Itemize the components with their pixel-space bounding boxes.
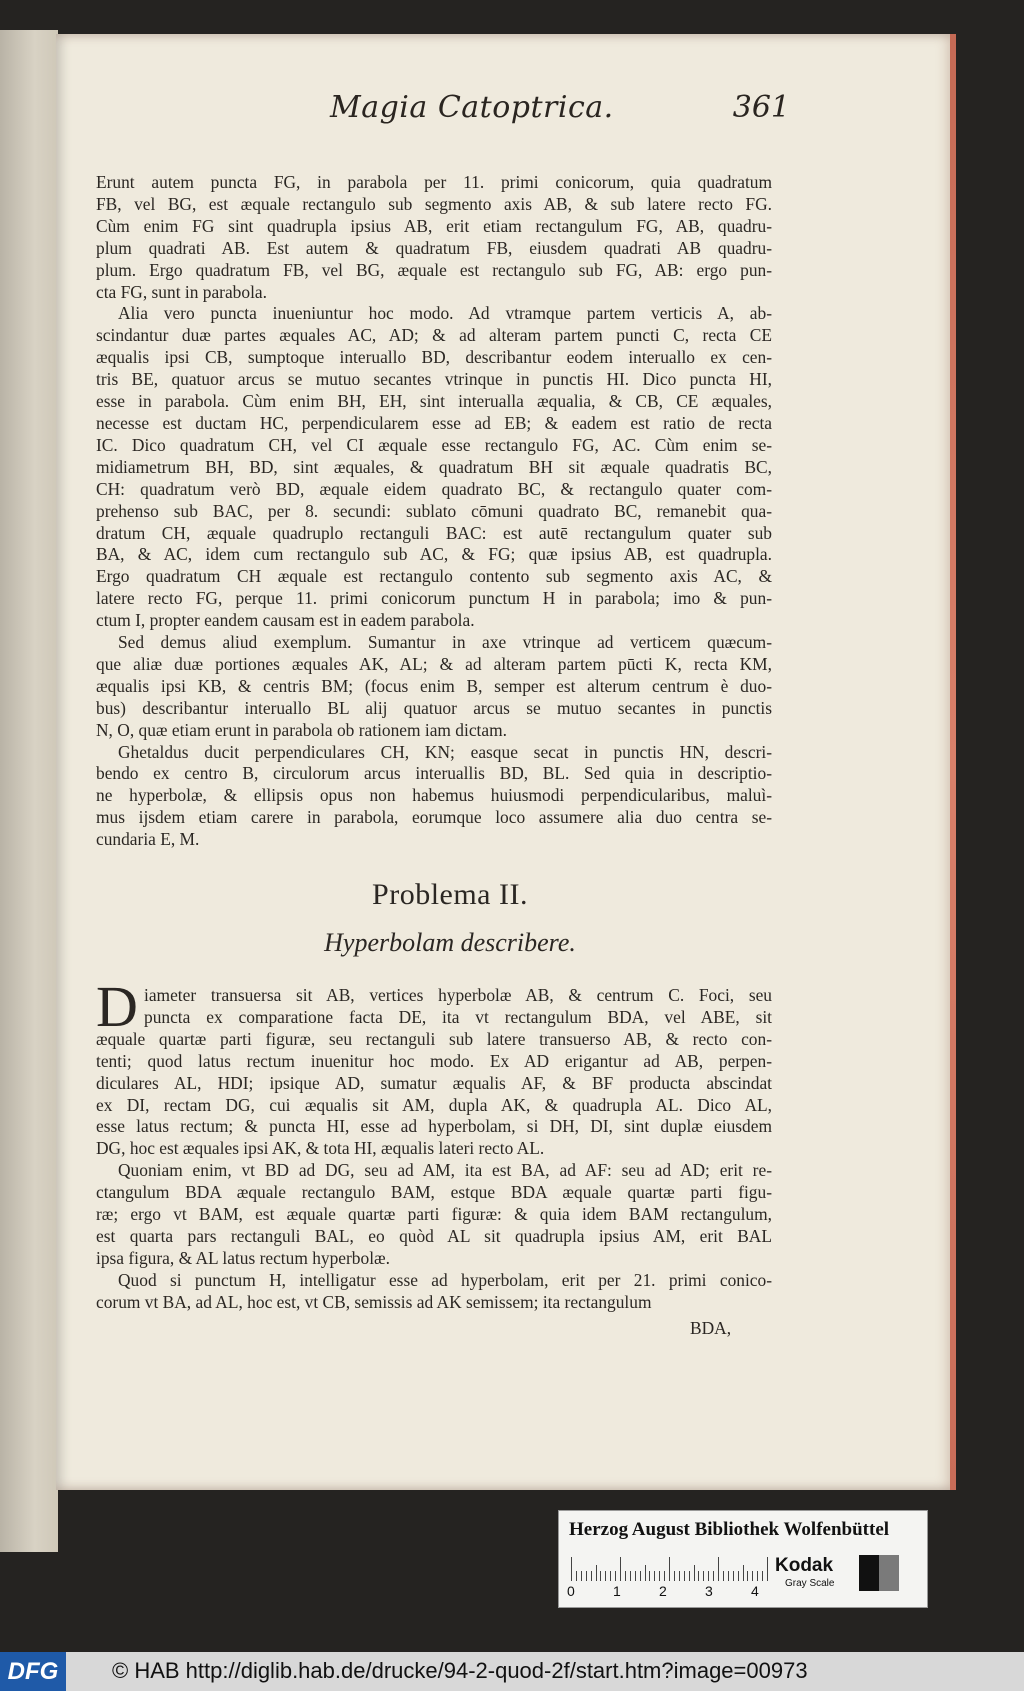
text-line: Quoniam enim, vt BD ad DG, seu ad AM, ita est BA, ad AF: seu ad AD; erit re- bbox=[118, 1160, 772, 1181]
kodak-logo: Kodak bbox=[775, 1555, 834, 1576]
ruler-tick bbox=[571, 1557, 572, 1581]
gray-swatch-dark bbox=[859, 1555, 879, 1591]
ruler-tick bbox=[698, 1571, 699, 1581]
ruler-tick bbox=[757, 1571, 758, 1581]
text-line: ctum I, propter eandem causam est in eadem parabola. bbox=[96, 610, 475, 631]
text-line: bus) describantur interuallo BL alij quatuor arcus se mutuo secantes in punctis bbox=[96, 697, 772, 718]
text-line: Quod si punctum H, intelligatur esse ad hyperbolam, erit per 21. primi conico- bbox=[118, 1269, 772, 1290]
text-line: iameter transuersa sit AB, vertices hyperbolæ AB, & centrum C. Foci, seu bbox=[144, 985, 772, 1005]
ruler-tick bbox=[610, 1571, 611, 1581]
text-line: Erunt autem puncta FG, in parabola per 11. primi conicorum, quia quadratum bbox=[96, 172, 772, 192]
text-line: diculares AL, HDI; ipsique AD, sumatur æqualis AF, & BF producta abscindat bbox=[96, 1072, 772, 1093]
text-line: IC. Dico quadratum CH, vel CI æquale esse rectangulo FG, AC. Cùm enim se- bbox=[96, 434, 772, 455]
text-line: CH: quadratum verò BD, æquale eidem quadrato BC, & rectangulo quater com- bbox=[96, 478, 772, 499]
text-block-parabola bbox=[96, 172, 772, 851]
problem-heading: Problema II. bbox=[372, 878, 528, 911]
ruler-tick bbox=[605, 1571, 606, 1581]
ruler-tick bbox=[630, 1571, 631, 1581]
ruler-label: 3 bbox=[705, 1583, 713, 1599]
text-line: que aliæ duæ portiones æquales AK, AL; & ad alteram partem pūcti K, recta KM, bbox=[96, 653, 772, 674]
text-line: tenti; quod latus rectum inuenitur hoc modo. Ex AD erigantur ad AB, perpen- bbox=[96, 1050, 772, 1071]
ruler-label: 4 bbox=[751, 1583, 759, 1599]
text-line: plum. Ergo quadratum FB, vel BG, æquale est rectangulo sub FG, AB: ergo pun- bbox=[96, 259, 772, 280]
text-line: prehenso sub BAC, per 8. secundi: sublato cōmuni quadrato BC, remanebit qua- bbox=[96, 500, 772, 521]
text-line: tris BE, quatuor arcus se mutuo secantes vtrinque in punctis HI. Dico puncta HI, bbox=[96, 369, 772, 390]
ruler-tick bbox=[723, 1571, 724, 1581]
library-name: Herzog August Bibliothek Wolfenbüttel bbox=[569, 1519, 890, 1540]
ruler-tick bbox=[635, 1571, 636, 1581]
ruler-tick bbox=[752, 1571, 753, 1581]
ruler-tick bbox=[743, 1565, 744, 1581]
gray-scale-label: Gray Scale bbox=[785, 1578, 835, 1589]
text-line: plum quadrati AB. Est autem & quadratum FB, eiusdem quadrati AB quadru- bbox=[96, 237, 772, 258]
ruler-tick bbox=[640, 1571, 641, 1581]
ruler-tick bbox=[600, 1571, 601, 1581]
ruler-tick bbox=[669, 1557, 670, 1581]
footer-credit-link[interactable]: © HAB http://diglib.hab.de/drucke/94-2-quod-2f/start.htm?image=00973 bbox=[112, 1658, 808, 1683]
page-red-edge bbox=[950, 34, 956, 1490]
ruler-tick bbox=[684, 1571, 685, 1581]
ruler-tick bbox=[620, 1557, 621, 1581]
ruler-label: 0 bbox=[567, 1583, 575, 1599]
ruler-tick bbox=[645, 1565, 646, 1581]
text-line: cundaria E, M. bbox=[96, 829, 200, 850]
problem-subheading: Hyperbolam describere. bbox=[324, 928, 576, 957]
text-line: N, O, quæ etiam erunt in parabola ob rationem iam dictam. bbox=[96, 719, 507, 740]
ruler-tick bbox=[747, 1571, 748, 1581]
facing-page-edge bbox=[0, 30, 58, 1552]
text-line: puncta ex comparatione facta DE, ita vt rectangulum BDA, vel ABE, sit bbox=[144, 1006, 772, 1027]
text-line: ipsa figura, & AL latus rectum hyperbolæ. bbox=[96, 1247, 390, 1268]
text-line: bendo ex centro B, circulorum arcus interuallis BD, BL. Sed quia in descriptio- bbox=[96, 763, 772, 784]
text-line: Sed demus aliud exemplum. Sumantur in axe vtrinque ad verticem quæcum- bbox=[118, 632, 772, 653]
text-block-hyperbola bbox=[96, 985, 772, 1314]
gray-swatch-mid bbox=[879, 1555, 899, 1591]
ruler-tick bbox=[674, 1571, 675, 1581]
ruler-tick bbox=[738, 1571, 739, 1581]
ruler-tick bbox=[708, 1571, 709, 1581]
text-line: æqualis ipsi KB, & centris BM; (focus enim B, semper est alterum centrum è duo- bbox=[96, 675, 772, 696]
text-line: æquale quartæ parti figuræ, seu rectanguli sub latere transuerso AB, & recto con- bbox=[96, 1028, 772, 1049]
ruler-tick bbox=[679, 1571, 680, 1581]
text-line: ex DI, rectam DG, cui æqualis sit AM, dupla AK, & quadrupla AL. Dico AL, bbox=[96, 1094, 772, 1115]
text-line: dratum CH, æquale quadruplo rectanguli BAC: est autē rectangulum quater sub bbox=[96, 522, 772, 543]
footer-bar bbox=[0, 1652, 1024, 1691]
text-line: latere recto FG, perque 11. primi conicorum punctum H in parabola; imo & pun- bbox=[96, 588, 772, 609]
text-line: est quarta pars rectanguli BAL, eo quòd AL sit quadrupla ipsius AM, erit BAL bbox=[96, 1225, 772, 1246]
ruler-tick bbox=[728, 1571, 729, 1581]
text-line: corum vt BA, ad AL, hoc est, vt CB, semissis ad AK semissem; ita rectangulum bbox=[96, 1291, 652, 1312]
text-line: FB, vel BG, est æquale rectangulo sub segmento axis AB, & sub latere recto FG. bbox=[96, 193, 772, 214]
ruler-tick bbox=[694, 1565, 695, 1581]
text-line: Alia vero puncta inueniuntur hoc modo. Ad vtramque partem verticis A, ab- bbox=[118, 303, 772, 324]
running-head bbox=[270, 90, 790, 140]
text-line: ctangulum BDA æquale rectangulo BAM, estque BDA æquale quartæ parti figu- bbox=[96, 1182, 772, 1203]
ruler-tick bbox=[689, 1571, 690, 1581]
ruler-tick bbox=[664, 1571, 665, 1581]
ruler-tick bbox=[615, 1571, 616, 1581]
catchword: BDA, bbox=[690, 1318, 732, 1338]
text-line: æqualis ipsi CB, sumptoque interuallo BD, describantur eodem interuallo ex cen- bbox=[96, 347, 772, 368]
text-line: Ergo quadratum CH æquale est rectangulo contento sub segmento axis AC, & bbox=[96, 566, 772, 587]
ruler-scale bbox=[571, 1551, 771, 1581]
text-line: esse latus rectum; & puncta HI, esse ad hyperbolam, si DH, DI, sint duplæ eiusdem bbox=[96, 1116, 772, 1137]
ruler-tick bbox=[762, 1571, 763, 1581]
text-line: BA, & AC, idem cum rectangulo sub AC, & FG; quæ ipsius AB, est quadrupla. bbox=[96, 544, 772, 565]
ruler-tick bbox=[659, 1571, 660, 1581]
running-title: Magia Catoptrica. bbox=[330, 90, 614, 125]
ruler-tick bbox=[767, 1557, 768, 1581]
ruler-tick bbox=[649, 1571, 650, 1581]
text-line: ne hyperbolæ, & ellipsis opus non habemus huiusmodi perpendicularibus, maluì- bbox=[96, 785, 772, 806]
ruler-tick bbox=[581, 1571, 582, 1581]
drop-cap: D bbox=[96, 974, 138, 1039]
ruler-labels bbox=[567, 1583, 777, 1603]
ruler-tick bbox=[713, 1571, 714, 1581]
ruler-tick bbox=[591, 1571, 592, 1581]
text-line: cta FG, sunt in parabola. bbox=[96, 281, 267, 302]
ruler-tick bbox=[703, 1571, 704, 1581]
ruler-tick bbox=[654, 1571, 655, 1581]
text-line: mus ijsdem etiam carere in parabola, eorumque loco assumere alia duo centra se- bbox=[96, 807, 772, 828]
page-number: 361 bbox=[732, 90, 790, 125]
color-calibration-card bbox=[558, 1510, 928, 1608]
ruler-tick bbox=[718, 1557, 719, 1581]
ruler-label: 1 bbox=[613, 1583, 621, 1599]
ruler-tick bbox=[576, 1571, 577, 1581]
text-line: necesse est ductam HC, perpendicularem esse ad EB; & eadem est ratio de recta bbox=[96, 412, 772, 433]
text-line: ræ; ergo vt BAM, est æquale quartæ parti figuræ: & quia idem BAM rectangulum, bbox=[96, 1204, 772, 1225]
ruler-tick bbox=[586, 1571, 587, 1581]
text-line: scindantur duæ partes æquales AC, AD; & ad alteram partem puncti C, recta CE bbox=[96, 325, 772, 346]
ruler-tick bbox=[733, 1571, 734, 1581]
ruler-label: 2 bbox=[659, 1583, 667, 1599]
ruler-tick bbox=[596, 1565, 597, 1581]
text-line: Ghetaldus ducit perpendiculares CH, KN; easque secat in punctis HN, descri- bbox=[118, 741, 772, 762]
dfg-logo: DFG bbox=[0, 1652, 66, 1691]
text-line: esse in parabola. Cùm enim BH, EH, sint interualla æqualia, & CB, CE æquales, bbox=[96, 391, 772, 412]
text-line: Cùm enim FG sint quadrupla ipsius AB, erit etiam rectangulum FG, AB, quadru- bbox=[96, 215, 772, 236]
text-line: DG, hoc est æquales ipsi AK, & tota HI, æqualis lateri recto AL. bbox=[96, 1138, 545, 1159]
text-line: midiametrum BH, BD, sint æquales, & quadratum BH sit æquale quadratis BC, bbox=[96, 456, 772, 477]
ruler-tick bbox=[625, 1571, 626, 1581]
